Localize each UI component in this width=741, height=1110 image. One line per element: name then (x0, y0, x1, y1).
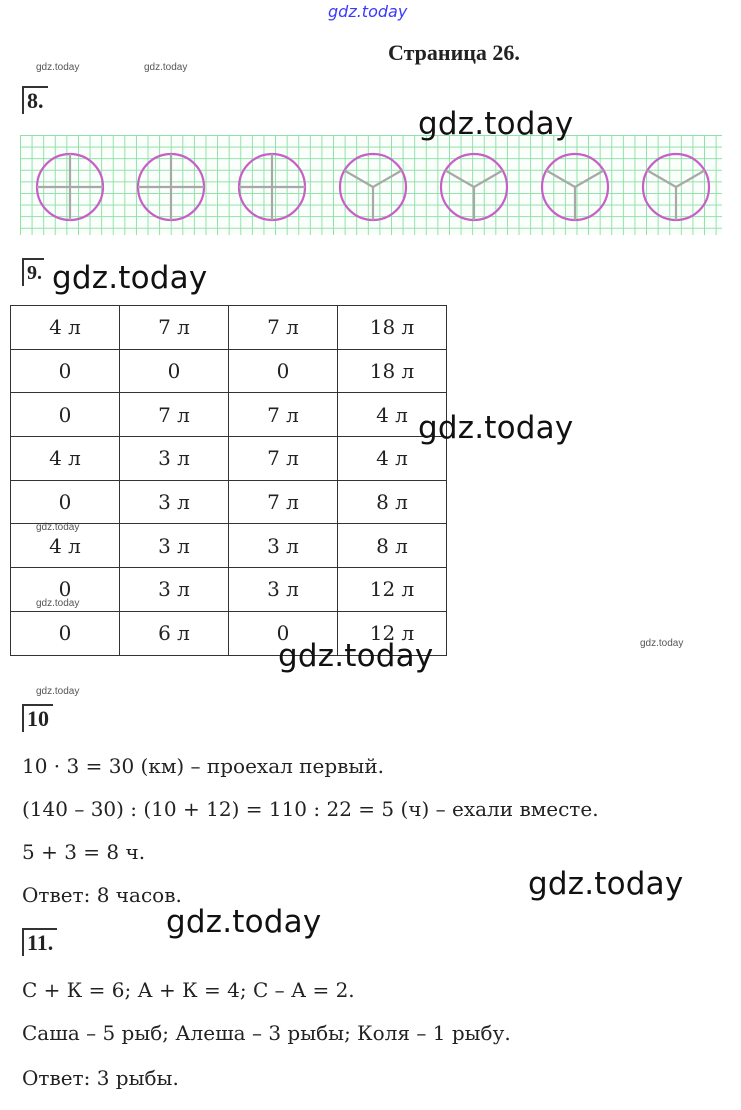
table-cell: 7 л (120, 393, 229, 437)
task11-number: 11. (22, 928, 57, 956)
table-cell: 4 л (338, 393, 447, 437)
watermark-small: gdz.today (36, 522, 80, 533)
watermark-big: gdz.today (278, 638, 434, 674)
table-cell: 18 л (338, 306, 447, 350)
task10-line-3: 5 + 3 = 8 ч. (22, 840, 146, 864)
watermark-small: gdz.today (36, 598, 80, 609)
table-cell: 0 (11, 393, 120, 437)
table-cell: 12 л (338, 611, 447, 655)
task11-answer: Ответ: 3 рыбы. (22, 1066, 179, 1090)
watermark-big: gdz.today (418, 410, 574, 446)
table-cell: 4 л (11, 524, 120, 568)
watermark-big: gdz.today (52, 260, 208, 296)
task10-number: 10 (22, 704, 53, 732)
fraction-circles (20, 135, 722, 235)
fraction-circle (239, 154, 305, 220)
watermark-small: gdz.today (144, 62, 188, 73)
table-cell: 12 л (338, 568, 447, 612)
fraction-circle (441, 154, 507, 220)
table-cell: 0 (11, 349, 120, 393)
table-cell: 3 л (120, 437, 229, 481)
table-cell: 7 л (229, 306, 338, 350)
table-row (11, 568, 447, 612)
watermark-small: gdz.today (36, 62, 80, 73)
watermark-big: gdz.today (418, 106, 574, 142)
fraction-circle (643, 154, 709, 220)
table-row (11, 524, 447, 568)
task11-line-1: С + К = 6; А + К = 4; С – А = 2. (22, 978, 355, 1002)
table-row (11, 306, 447, 350)
table-cell: 0 (120, 349, 229, 393)
task10-answer: Ответ: 8 часов. (22, 883, 182, 907)
table-cell: 3 л (120, 568, 229, 612)
watermark-big: gdz.today (528, 866, 684, 902)
table-cell: 8 л (338, 480, 447, 524)
table-cell: 3 л (229, 568, 338, 612)
table-cell: 8 л (338, 524, 447, 568)
task10-line-2: (140 – 30) : (10 + 12) = 110 : 22 = 5 (ч) – ехали вместе. (22, 797, 599, 821)
table-cell: 0 (11, 611, 120, 655)
fraction-circle (340, 154, 406, 220)
fraction-circle (138, 154, 204, 220)
fraction-circle (37, 154, 103, 220)
table-cell: 4 л (338, 437, 447, 481)
table-cell: 4 л (11, 306, 120, 350)
table-cell: 4 л (11, 437, 120, 481)
table-cell: 6 л (120, 611, 229, 655)
task9-number: 9. (22, 258, 44, 286)
table-cell: 3 л (120, 524, 229, 568)
table-row (11, 393, 447, 437)
fraction-circle (542, 154, 608, 220)
vessels-table (10, 305, 447, 656)
table-cell: 0 (11, 568, 120, 612)
table-row (11, 480, 447, 524)
task10-line-1: 10 · 3 = 30 (км) – проехал первый. (22, 754, 385, 778)
table-row (11, 437, 447, 481)
table-row (11, 349, 447, 393)
table-cell: 3 л (229, 524, 338, 568)
watermark-small: gdz.today (36, 686, 80, 697)
table-cell: 7 л (229, 393, 338, 437)
table-cell: 3 л (120, 480, 229, 524)
table-cell: 7 л (229, 437, 338, 481)
watermark-big: gdz.today (166, 904, 322, 940)
watermark-small: gdz.today (640, 638, 684, 649)
table-cell: 0 (229, 611, 338, 655)
watermark-top: gdz.today (328, 2, 408, 21)
task11-line-2: Саша – 5 рыб; Алеша – 3 рыбы; Коля – 1 рыбу. (22, 1021, 511, 1045)
page-title: Страница 26. (388, 40, 520, 65)
table-cell: 0 (229, 349, 338, 393)
table-cell: 18 л (338, 349, 447, 393)
table-cell: 0 (11, 480, 120, 524)
table-cell: 7 л (229, 480, 338, 524)
task8-number: 8. (22, 86, 48, 114)
table-cell: 7 л (120, 306, 229, 350)
